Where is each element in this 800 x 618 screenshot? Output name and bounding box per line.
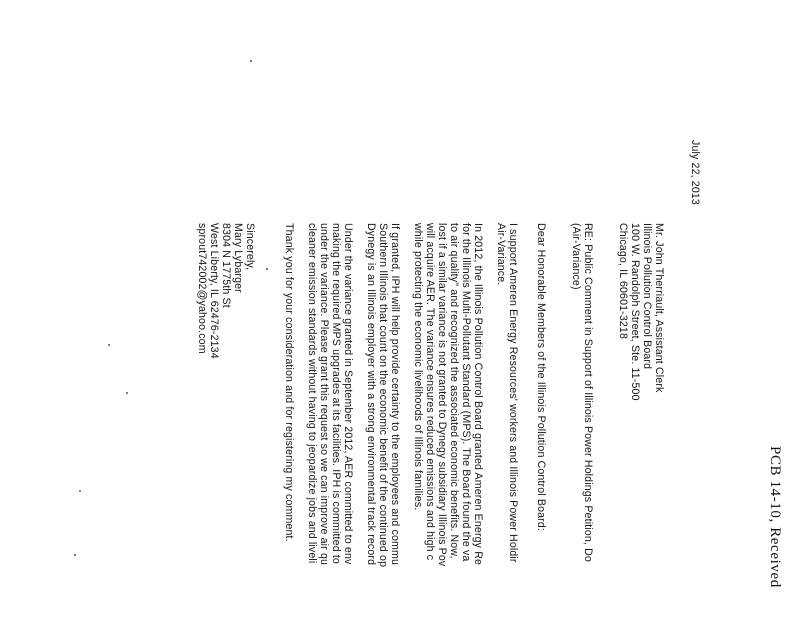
- signature-line: Sincerely,: [244, 223, 256, 271]
- closing-line: Thank you for your consideration and for registering my comment.: [283, 223, 295, 542]
- scan-speck: [79, 490, 81, 492]
- scan-speck: [266, 268, 268, 270]
- paragraph-4-line: Under the variance granted in September 2012, AER committed to env: [342, 223, 354, 565]
- paragraph-3-line: Dynegy is an Illinois employer with a strong environmental track record: [365, 223, 377, 566]
- recipient-line: Mr. John Therriault, Assistant Clerk: [653, 223, 665, 393]
- recipient-line: Illinois Pollution Control Board: [641, 223, 653, 370]
- signature-line: Mary Lybarger: [232, 223, 244, 293]
- paragraph-4-line: making the required MPS upgrades at its facilities. IPH is committed to: [330, 223, 342, 564]
- header-stamp: PCB 14-10, Received: [767, 446, 783, 588]
- paragraph-4-line: under the variance. Please grant this request so we can improve air qu: [318, 223, 330, 566]
- paragraph-2-line: In 2012, the Illinois Pollution Control Board granted Ameren Energy Re: [472, 223, 484, 566]
- letter-date: July 22, 2013: [689, 140, 701, 205]
- recipient-line: Chicago, IL 60601-3218: [617, 223, 629, 339]
- re-line: (Air-Variance): [570, 223, 582, 290]
- scan-speck: [126, 392, 128, 394]
- scan-speck: [74, 554, 76, 556]
- paragraph-2-line: while protecting the economic livelihoods of Illinois families.: [412, 223, 424, 511]
- paragraph-1-line: I support Ameren Energy Resources' workers and Illinois Power Holdir: [507, 223, 519, 563]
- scan-speck: [250, 60, 252, 62]
- re-line: RE: Public Comment in Support of Illinois Power Holdings Petition, Do: [582, 223, 594, 562]
- paragraph-3-line: Southern Illinois that count on the economic benefit of the continued op: [377, 223, 389, 568]
- paragraph-3-line: If granted, IPH will help provide certainty to the employees and commu: [389, 223, 401, 566]
- recipient-line: 100 W. Randolph Street, Ste. 11-500: [629, 223, 641, 401]
- paragraph-1-line: Air-Variance.: [495, 223, 507, 286]
- signature-line: sprout742002@yahoo.com: [196, 223, 208, 354]
- paragraph-2-line: to air quality" and recognized the associated economic benefits. Now,: [448, 223, 460, 559]
- paragraph-4-line: cleaner emission standards without having to jeopardize jobs and liveli: [306, 223, 318, 564]
- paragraph-2-line: lost if a similar variance is not granted to Dynegy subsidiary Illinois Pov: [436, 223, 448, 567]
- paragraph-2-line: will acquire AER. The variance ensures reduced emissions and high c: [424, 223, 436, 561]
- paragraph-2-line: for the Illinois Multi-Pollutant Standard (MPS). The Board found the va: [460, 223, 472, 562]
- salutation: Dear Honorable Members of the Illinois Pollution Control Board:: [535, 223, 547, 531]
- scan-speck: [108, 344, 110, 346]
- signature-line: West Liberty, IL 62476-2134: [208, 223, 220, 359]
- signature-line: 8304 N 1775th St: [220, 223, 232, 308]
